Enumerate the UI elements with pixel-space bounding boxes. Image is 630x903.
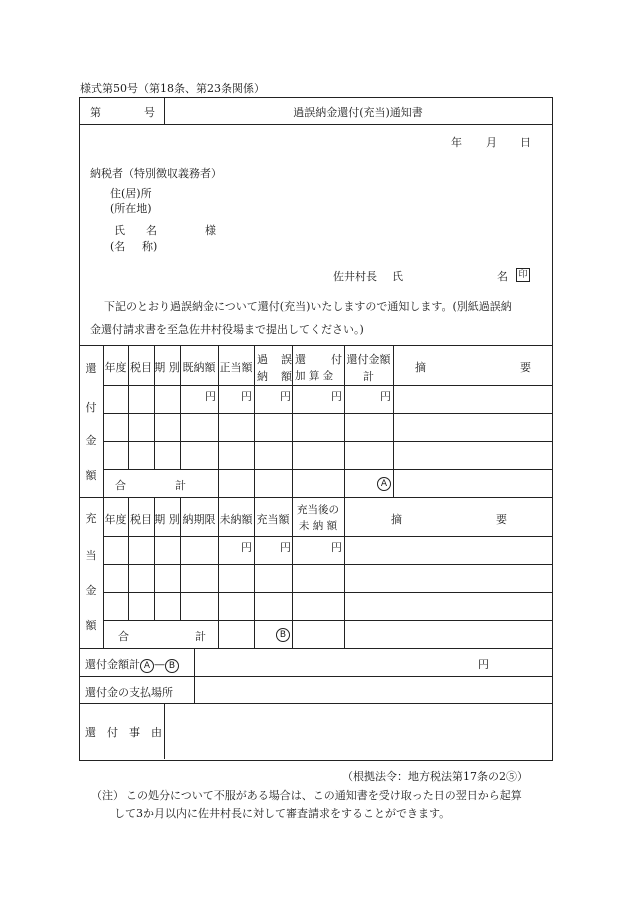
date-month: 月 (486, 136, 497, 149)
col-overpaid-3: 納 (257, 370, 268, 383)
form-id: 様式第50号（第18条、第23条関係） (80, 82, 265, 95)
divider (103, 441, 552, 442)
col-period: 期 別 (154, 361, 180, 374)
allocation-side-label-4: 額 (85, 619, 97, 632)
yen-unit: 円 (280, 390, 291, 403)
col-remarks-1: 摘 (391, 513, 402, 526)
divider (103, 413, 552, 414)
col-overpaid-2: 誤 (281, 353, 292, 366)
col-tax-item: 税目 (130, 513, 152, 526)
col-paid-amount: 既納額 (182, 361, 216, 374)
allocation-side-label-3: 金 (85, 584, 97, 597)
refund-side-label-4: 額 (85, 469, 97, 482)
col-refund-total-1: 還付金額 (346, 353, 391, 366)
refund-side-label-2: 付 (85, 401, 97, 414)
yen-unit: 円 (331, 541, 342, 554)
col-due-date: 納期限 (182, 513, 216, 526)
allocation-sum-label-1: 合 (118, 630, 129, 643)
note-line-1: この処分について不服がある場合は、この通知書を受け取った日の翌日から起算 (126, 789, 522, 802)
divider (103, 592, 552, 593)
taxpayer-heading: 納税者（特別徴収義務者） (90, 167, 222, 180)
issuer-mei: 名 (497, 270, 508, 283)
col-fiscal-year: 年度 (104, 513, 127, 526)
yen-unit: 円 (331, 390, 342, 403)
note-marker: （注） (91, 789, 124, 802)
divider (194, 648, 195, 703)
refund-sum-label-1: 合 (115, 479, 126, 492)
yen-unit: 円 (280, 541, 291, 554)
divider (79, 124, 552, 125)
col-after-allocation-1: 充当後の (297, 504, 339, 516)
name-label-2: 名 (146, 224, 157, 237)
col-overpaid-4: 額 (281, 370, 292, 383)
divider (79, 703, 552, 704)
col-unpaid: 未納額 (219, 513, 253, 526)
minus-sign: — (154, 658, 165, 671)
divider (79, 345, 552, 346)
col-refund-add-3: 加 算 金 (295, 370, 334, 382)
col-after-allocation-2: 未 納 額 (298, 520, 338, 532)
mark-b: B (165, 659, 179, 673)
document-title: 過誤納金還付(充当)通知書 (293, 106, 423, 119)
col-tax-item: 税目 (130, 361, 152, 374)
divider (103, 469, 552, 470)
issuer-shi: 氏 (392, 270, 403, 283)
divider (103, 620, 552, 621)
col-refund-add-1: 還 (295, 353, 306, 366)
col-overpaid-1: 過 (257, 353, 268, 366)
divider (103, 469, 104, 497)
date-year: 年 (451, 136, 462, 149)
divider (103, 385, 552, 386)
col-correct-amount: 正当額 (219, 361, 253, 374)
col-remarks-1: 摘 (415, 361, 426, 374)
number-prefix: 第 (90, 106, 101, 119)
title-label-2: 称) (142, 240, 158, 253)
divider (344, 497, 345, 648)
divider (79, 676, 552, 677)
refund-sum-label-2: 計 (175, 479, 186, 492)
col-refund-total-2: 計 (363, 370, 374, 383)
col-refund-add-2: 付 (331, 353, 342, 366)
yen-unit: 円 (205, 390, 216, 403)
yen-unit: 円 (241, 390, 252, 403)
allocation-sum-label-2: 計 (195, 630, 206, 643)
title-label-1: (名 (110, 240, 126, 253)
legal-basis: （根拠法令：地方税法第17条の2⑤） (342, 770, 528, 783)
honorific: 様 (205, 224, 216, 237)
payment-place-label: 還付金の支払場所 (85, 686, 173, 699)
col-remarks-2: 要 (520, 361, 531, 374)
divider (79, 497, 552, 498)
seal-stamp: 印 (516, 268, 530, 282)
divider (79, 648, 552, 649)
refund-side-label-3: 金 (85, 434, 97, 447)
name-label-1: 氏 (114, 224, 125, 237)
note-line-2: して3か月以内に佐井村長に対して審査請求をすることができます。 (114, 807, 451, 820)
address-label: 住(居)所 (110, 187, 152, 200)
divider (254, 345, 255, 497)
col-allocated: 充当額 (256, 513, 290, 526)
mark-a: A (377, 477, 391, 491)
issuer-name: 佐井村長 (333, 270, 377, 283)
refund-reason-label: 還 付 事 由 (85, 726, 162, 739)
yen-unit: 円 (478, 658, 489, 671)
allocation-side-label-2: 当 (85, 549, 97, 562)
divider (103, 536, 552, 537)
divider (103, 564, 552, 565)
col-fiscal-year: 年度 (104, 361, 127, 374)
mark-a: A (140, 659, 154, 673)
col-period: 期 別 (154, 513, 180, 526)
refund-side-label-1: 還 (85, 362, 97, 375)
location-label: (所在地) (110, 202, 152, 215)
allocation-side-label-1: 充 (85, 512, 97, 525)
notice-line-1: 下記のとおり過誤納金について還付(充当)いたしますので通知します。(別紙過誤納 (104, 300, 512, 313)
yen-unit: 円 (380, 390, 391, 403)
divider (292, 345, 293, 497)
col-remarks-2: 要 (496, 513, 507, 526)
date-day: 日 (520, 136, 531, 149)
refund-total-label: 還付金額計 (85, 658, 140, 671)
divider (164, 703, 165, 759)
mark-b: B (276, 628, 290, 642)
yen-unit: 円 (241, 541, 252, 554)
number-suffix: 号 (144, 106, 155, 119)
notice-line-2: 金還付請求書を至急佐井村役場まで提出してください。) (90, 323, 364, 336)
divider (393, 345, 394, 497)
